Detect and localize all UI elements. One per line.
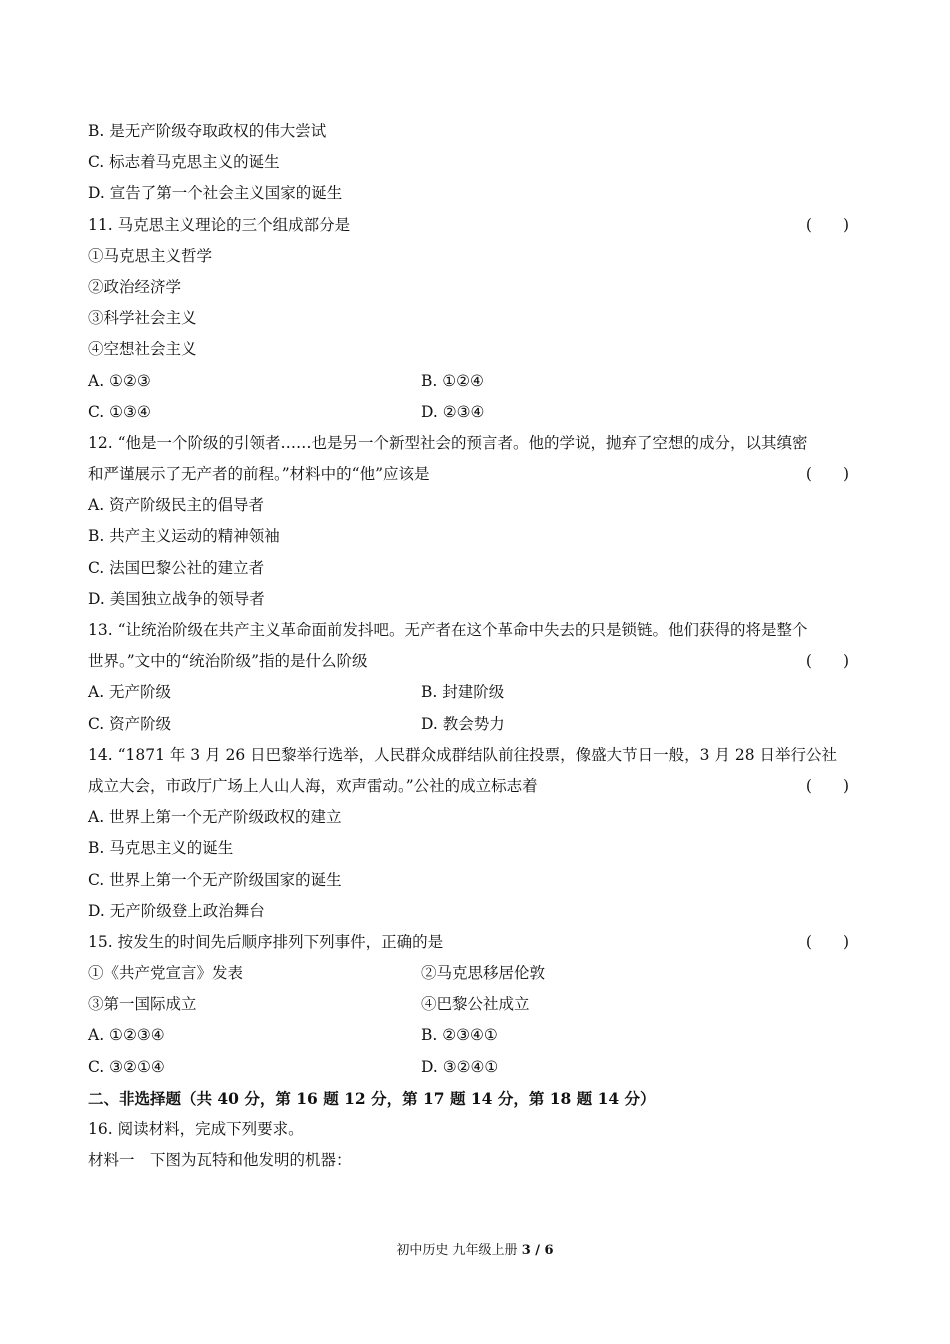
line-text: A. 资产阶级民主的倡导者 — [88, 496, 265, 515]
text-line — [88, 1052, 863, 1083]
line-text: A. ①②③ — [88, 371, 151, 390]
line-text: 16. 阅读材料，完成下列要求。 — [88, 1120, 304, 1138]
text-line — [88, 116, 863, 147]
line-text: D. 无产阶级登上政治舞台 — [88, 901, 265, 920]
line-text: 13. “让统治阶级在共产主义革命面前发抖吧。无产者在这个革命中失去的只是锁链。他们获得的将是整个 — [88, 621, 808, 639]
text-line — [88, 1020, 863, 1051]
option-second-column: B. 封建阶级 — [421, 683, 505, 702]
text-line — [88, 896, 863, 927]
text-line — [88, 677, 863, 708]
line-text: B. 共产主义运动的精神领袖 — [88, 527, 280, 546]
line-text: C. 世界上第一个无产阶级国家的诞生 — [88, 870, 342, 889]
text-line — [88, 521, 863, 552]
line-text: 材料一 下图为瓦特和他发明的机器： — [88, 1151, 352, 1170]
text-line — [88, 397, 863, 428]
line-text: 成立大会，市政厅广场上人山人海，欢声雷动。”公社的成立标志着 — [88, 776, 538, 795]
text-line — [88, 241, 863, 272]
line-text: D. 美国独立战争的领导者 — [88, 589, 265, 608]
option-second-column: ④巴黎公社成立 — [421, 995, 530, 1014]
option-second-column: D. ②③④ — [421, 402, 485, 421]
text-line — [88, 646, 863, 677]
line-text: 14. “1871 年 3 月 26 日巴黎举行选举，人民群众成群结队前往投票，像盛大节日一般，3 月 28 日举行公社 — [88, 745, 838, 764]
line-text: ②政治经济学 — [88, 277, 182, 296]
text-line — [88, 272, 863, 303]
text-line — [88, 366, 863, 397]
line-text: D. 宣告了第一个社会主义国家的诞生 — [88, 184, 343, 203]
text-line — [88, 584, 863, 615]
line-text: ③第一国际成立 — [88, 995, 197, 1014]
line-text: C. ①③④ — [88, 402, 151, 421]
footer-page-number: 3 / 6 — [521, 1243, 554, 1258]
text-line — [88, 989, 863, 1020]
option-second-column: B. ②③④① — [421, 1026, 498, 1045]
line-text: ③科学社会主义 — [88, 309, 197, 328]
line-text: A. ①②③④ — [88, 1026, 165, 1045]
footer-subject: 初中历史 九年级上册 — [396, 1243, 522, 1258]
line-text: 15. 按发生的时间先后顺序排列下列事件，正确的是 — [88, 932, 444, 951]
answer-blank: ( ) — [805, 652, 849, 671]
text-line — [88, 709, 863, 740]
text-line — [88, 490, 863, 521]
text-line — [88, 334, 863, 365]
line-text: A. 无产阶级 — [88, 683, 172, 702]
line-text: ④空想社会主义 — [88, 340, 197, 359]
text-line — [88, 459, 863, 490]
line-text: B. 马克思主义的诞生 — [88, 839, 234, 858]
text-line — [88, 958, 863, 989]
text-line — [88, 833, 863, 864]
text-line — [88, 1114, 863, 1145]
text-line — [88, 147, 863, 178]
line-text: C. 法国巴黎公社的建立者 — [88, 558, 265, 577]
line-text: 12. “他是一个阶级的引领者……也是另一个新型社会的预言者。他的学说，抛弃了空想的成分，以其缜密 — [88, 433, 808, 452]
line-text: ①马克思主义哲学 — [88, 246, 213, 265]
line-text: 和严谨展示了无产者的前程。”材料中的“他”应该是 — [88, 465, 430, 484]
option-second-column: D. ③②④① — [421, 1057, 499, 1076]
answer-blank: ( ) — [805, 932, 849, 951]
section-heading — [88, 1083, 863, 1114]
option-second-column: D. 教会势力 — [421, 714, 505, 733]
text-line — [88, 771, 863, 802]
text-line — [88, 802, 863, 833]
line-text: C. 资产阶级 — [88, 714, 172, 733]
text-line — [88, 178, 863, 209]
answer-blank: ( ) — [805, 776, 849, 795]
answer-blank: ( ) — [805, 215, 849, 234]
text-line — [88, 303, 863, 334]
line-text: A. 世界上第一个无产阶级政权的建立 — [88, 808, 342, 827]
text-line — [88, 210, 863, 241]
text-line — [88, 865, 863, 896]
line-text: 世界。”文中的“统治阶级”指的是什么阶级 — [88, 652, 368, 671]
line-text: ①《共产党宣言》发表 — [88, 964, 244, 983]
text-line — [88, 553, 863, 584]
text-line — [88, 740, 863, 771]
option-second-column: ②马克思移居伦敦 — [421, 964, 546, 983]
text-line — [88, 615, 863, 646]
option-second-column: B. ①②④ — [421, 371, 484, 390]
line-text: 11. 马克思主义理论的三个组成部分是 — [88, 215, 351, 234]
line-text: B. 是无产阶级夺取政权的伟大尝试 — [88, 122, 327, 140]
line-text: C. 标志着马克思主义的诞生 — [88, 153, 280, 172]
page-footer — [0, 1241, 950, 1261]
answer-blank: ( ) — [805, 465, 849, 484]
text-line — [88, 428, 863, 459]
text-line — [88, 1145, 863, 1176]
text-line — [88, 927, 863, 958]
line-text: C. ③②①④ — [88, 1057, 165, 1076]
line-text: 二、非选择题（共 40 分，第 16 题 12 分，第 17 题 14 分，第 18 题 14 分） — [88, 1088, 656, 1108]
question-content — [88, 116, 863, 1176]
